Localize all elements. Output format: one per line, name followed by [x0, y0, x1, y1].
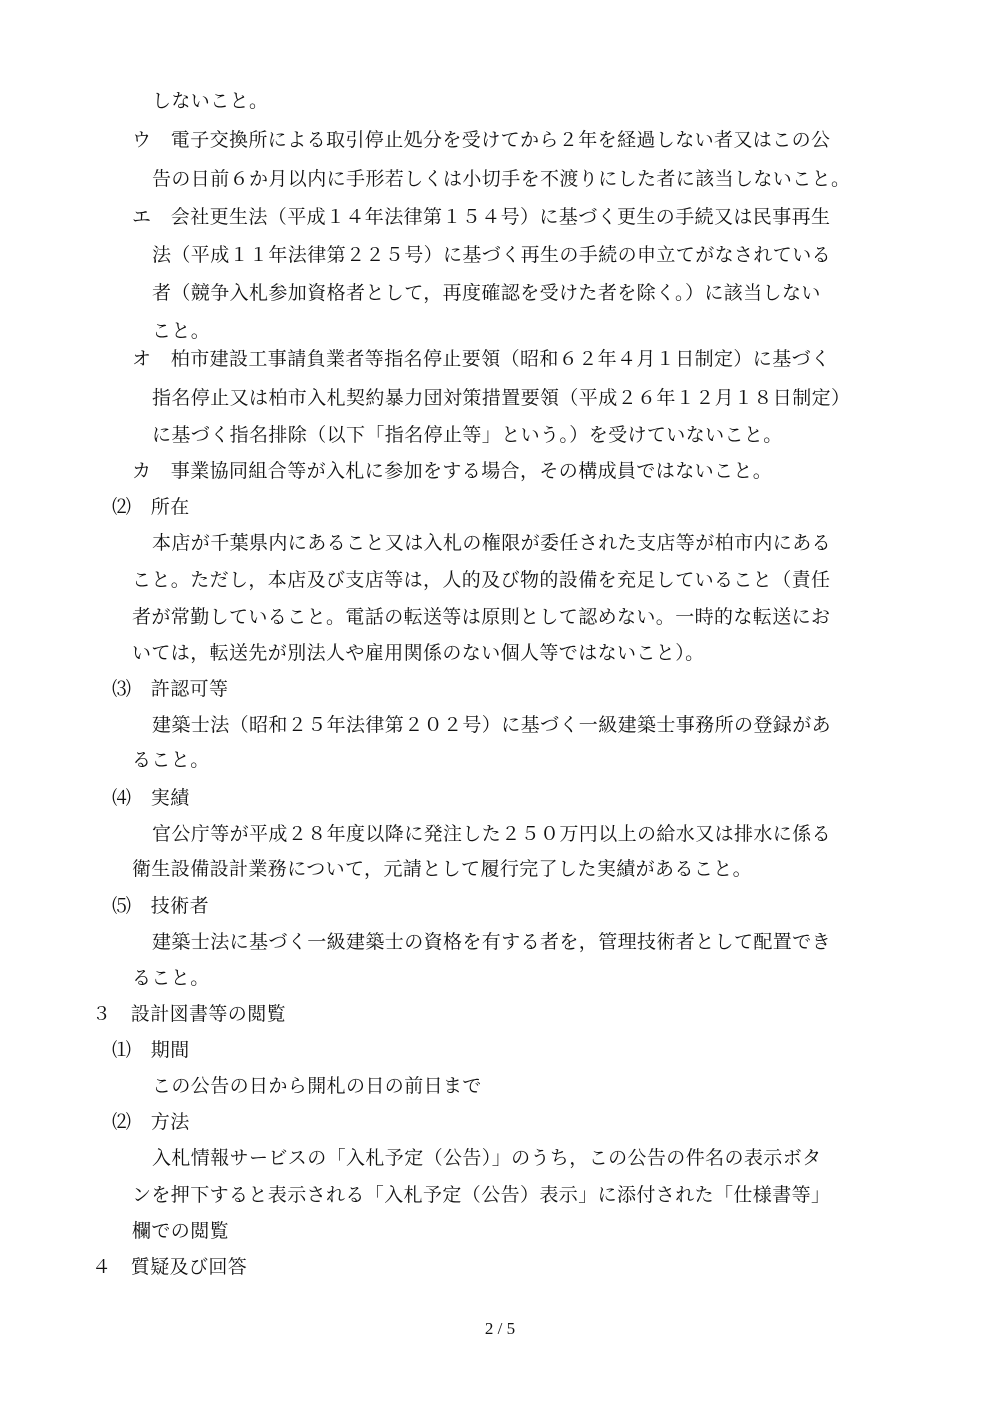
text-line: この公告の日から開札の日の前日まで [152, 1075, 482, 1097]
section-heading-3: ３ 設計図書等の閲覧 [92, 1003, 287, 1025]
text-line: ること。 [132, 967, 210, 989]
text-line: 者（競争入札参加資格者として，再度確認を受けた者を除く。）に該当しない [152, 282, 821, 304]
section-heading-4: ４ 質疑及び回答 [92, 1256, 248, 1278]
subsection-heading-method: ⑵ 方法 [112, 1111, 190, 1133]
section-heading-record: ⑷ 実績 [112, 787, 190, 809]
text-line: 建築士法（昭和２５年法律第２０２号）に基づく一級建築士事務所の登録があ [152, 714, 832, 736]
text-line: ること。 [132, 749, 210, 771]
list-item-ka: カ 事業協同組合等が入札に参加をする場合，その構成員ではないこと。 [132, 460, 773, 482]
list-item-e: エ 会社更生法（平成１４年法律第１５４号）に基づく更生の手続又は民事再生 [132, 206, 831, 228]
text-line: こと。 [152, 320, 211, 342]
text-line: 告の日前６か月以内に手形若しくは小切手を不渡りにした者に該当しないこと。 [152, 168, 851, 190]
section-heading-engineer: ⑸ 技術者 [112, 895, 210, 917]
text-line: 衛生設備設計業務について，元請として履行完了した実績があること。 [132, 858, 753, 880]
text-line: 官公庁等が平成２８年度以降に発注した２５０万円以上の給水又は排水に係る [152, 823, 832, 845]
subsection-heading-period: ⑴ 期間 [112, 1039, 190, 1061]
text-line: 入札情報サービスの「入札予定（公告）」のうち，この公告の件名の表示ボタ [152, 1147, 822, 1169]
text-line: しないこと。 [152, 90, 269, 112]
text-line: 本店が千葉県内にあること又は入札の権限が委任された支店等が柏市内にある [152, 532, 832, 554]
text-line: 指名停止又は柏市入札契約暴力団対策措置要領（平成２６年１２月１８日制定） [152, 387, 851, 409]
text-line: 欄での閲覧 [132, 1220, 230, 1242]
page-number: 2 / 5 [484, 1319, 516, 1338]
text-line: に基づく指名排除（以下「指名停止等」という。）を受けていないこと。 [152, 424, 783, 446]
list-item-u: ウ 電子交換所による取引停止処分を受けてから２年を経過しない者又はこの公 [132, 129, 831, 151]
section-heading-location: ⑵ 所在 [112, 496, 190, 518]
text-line: ンを押下すると表示される「入札予定（公告）表示」に添付された「仕様書等」 [132, 1184, 831, 1206]
text-line: こと。ただし，本店及び支店等は，人的及び物的設備を充足していること（責任 [132, 569, 831, 591]
text-line: いては，転送先が別法人や雇用関係のない個人等ではないこと）。 [132, 642, 705, 664]
text-line: 建築士法に基づく一級建築士の資格を有する者を，管理技術者として配置でき [152, 931, 832, 953]
text-line: 法（平成１１年法律第２２５号）に基づく再生の手続の申立てがなされている [152, 244, 832, 266]
section-heading-licenses: ⑶ 許認可等 [112, 678, 229, 700]
list-item-o: オ 柏市建設工事請負業者等指名停止要領（昭和６２年４月１日制定）に基づく [132, 348, 831, 370]
text-line: 者が常勤していること。電話の転送等は原則として認めない。一時的な転送にお [132, 606, 831, 628]
